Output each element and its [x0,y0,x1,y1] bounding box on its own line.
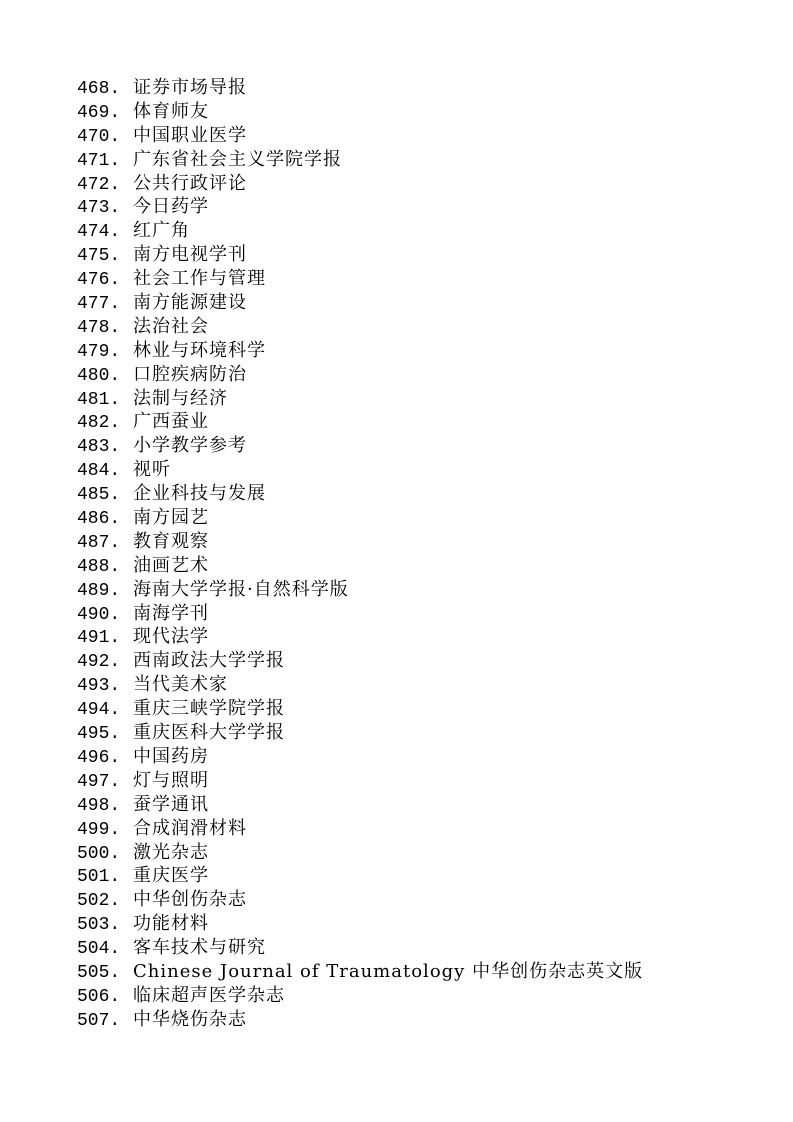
journal-number: 499. [77,819,121,840]
journal-number: 487. [77,532,121,553]
journal-number: 482. [77,413,121,434]
journal-list-item [77,912,643,936]
journal-list-item [77,769,643,793]
journal-title: Chinese Journal of Traumatology 中华创伤杂志英文版 [133,960,644,982]
journal-number: 469. [77,102,121,123]
journal-number: 480. [77,365,121,386]
journal-list-item [77,888,643,912]
journal-list-item [77,124,643,148]
journal-number: 497. [77,771,121,792]
journal-title: 西南政法大学学报 [133,650,285,672]
journal-title: 重庆三峡学院学报 [133,698,285,720]
journal-title: 现代法学 [133,626,209,648]
journal-title: 社会工作与管理 [133,268,266,290]
journal-number: 502. [77,891,121,912]
journal-title: 蚕学通讯 [133,793,209,815]
journal-list-item [77,482,643,506]
journal-number: 501. [77,867,121,888]
journal-number: 498. [77,795,121,816]
journal-list-item [77,721,643,745]
journal-number: 491. [77,628,121,649]
journal-number: 507. [77,1010,121,1031]
journal-title: 法治社会 [133,315,209,337]
journal-title: 中国职业医学 [133,124,247,146]
journal-title: 当代美术家 [133,674,228,696]
journal-list-item [77,841,643,865]
journal-number: 468. [77,79,121,99]
journal-list-item [77,649,643,673]
journal-number: 500. [77,843,121,864]
journal-number: 479. [77,341,121,362]
journal-number: 506. [77,986,121,1007]
journal-number: 495. [77,724,121,745]
journal-list-item [77,602,643,626]
journal-number: 486. [77,509,121,530]
journal-number: 470. [77,126,121,147]
journal-number: 490. [77,604,121,625]
journal-title: 重庆医科大学学报 [133,722,285,744]
journal-title: 南方能源建设 [133,292,247,314]
journal-number: 492. [77,652,121,673]
journal-list-item [77,387,643,411]
journal-number: 472. [77,174,121,195]
journal-list-item [77,793,643,817]
journal-number: 474. [77,222,121,243]
journal-list [77,76,643,1032]
journal-number: 483. [77,437,121,458]
journal-title: 企业科技与发展 [133,483,266,505]
journal-title: 小学教学参考 [133,435,247,457]
journal-title: 中华创伤杂志 [133,889,247,911]
journal-number: 471. [77,150,121,171]
journal-title: 功能材料 [133,913,209,935]
journal-title: 激光杂志 [133,841,209,863]
journal-title: 南方电视学刊 [133,244,247,266]
journal-list-item [77,434,643,458]
journal-list-item [77,984,643,1008]
journal-number: 505. [77,962,121,983]
journal-list-item [77,148,643,172]
journal-title: 今日药学 [133,196,209,218]
journal-title: 红广角 [133,220,190,242]
journal-number: 504. [77,939,121,960]
journal-list-item [77,410,643,434]
journal-number: 494. [77,700,121,721]
journal-list-item [77,817,643,841]
journal-title: 灯与照明 [133,769,209,791]
journal-list-item [77,1008,643,1032]
journal-list-item [77,315,643,339]
journal-number: 476. [77,270,121,291]
journal-list-item [77,625,643,649]
journal-title: 中华烧伤杂志 [133,1008,247,1030]
journal-list-item [77,267,643,291]
journal-list-item [77,745,643,769]
journal-title: 广东省社会主义学院学报 [133,148,342,170]
journal-number: 477. [77,294,121,315]
journal-title: 公共行政评论 [133,172,247,194]
journal-title: 海南大学学报·自然科学版 [133,578,349,600]
journal-list-item [77,530,643,554]
journal-title: 客车技术与研究 [133,937,266,959]
journal-title: 体育师友 [133,100,209,122]
journal-list-item [77,936,643,960]
journal-number: 489. [77,580,121,601]
journal-number: 488. [77,556,121,577]
journal-list-item [77,506,643,530]
journal-list-item [77,100,643,124]
journal-title: 广西蚕业 [133,411,209,433]
journal-title: 口腔疾病防治 [133,363,247,385]
journal-title: 中国药房 [133,745,209,767]
journal-list-item [77,673,643,697]
journal-title: 南海学刊 [133,602,209,624]
journal-number: 478. [77,317,121,338]
journal-list-item [77,458,643,482]
journal-number: 496. [77,747,121,768]
journal-list-item [77,291,643,315]
journal-list-item [77,578,643,602]
journal-number: 481. [77,389,121,410]
journal-title: 南方园艺 [133,507,209,529]
journal-title: 教育观察 [133,530,209,552]
journal-list-item [77,864,643,888]
journal-title: 合成润滑材料 [133,817,247,839]
journal-list-item [77,219,643,243]
journal-number: 493. [77,676,121,697]
journal-list-item [77,960,643,984]
journal-title: 证券市场导报 [133,77,247,98]
journal-number: 473. [77,198,121,219]
journal-title: 临床超声医学杂志 [133,984,285,1006]
journal-title: 法制与经济 [133,387,228,409]
journal-list-item [77,554,643,578]
journal-list-item [77,243,643,267]
journal-list-item [77,76,643,100]
journal-title: 重庆医学 [133,865,209,887]
journal-list-item [77,172,643,196]
journal-title: 油画艺术 [133,554,209,576]
journal-list-item [77,339,643,363]
journal-list-item [77,195,643,219]
journal-number: 503. [77,915,121,936]
journal-number: 485. [77,485,121,506]
journal-number: 484. [77,461,121,482]
journal-title: 林业与环境科学 [133,339,266,361]
journal-title: 视听 [133,459,171,481]
journal-number: 475. [77,246,121,267]
journal-list-item [77,697,643,721]
journal-list-item [77,363,643,387]
